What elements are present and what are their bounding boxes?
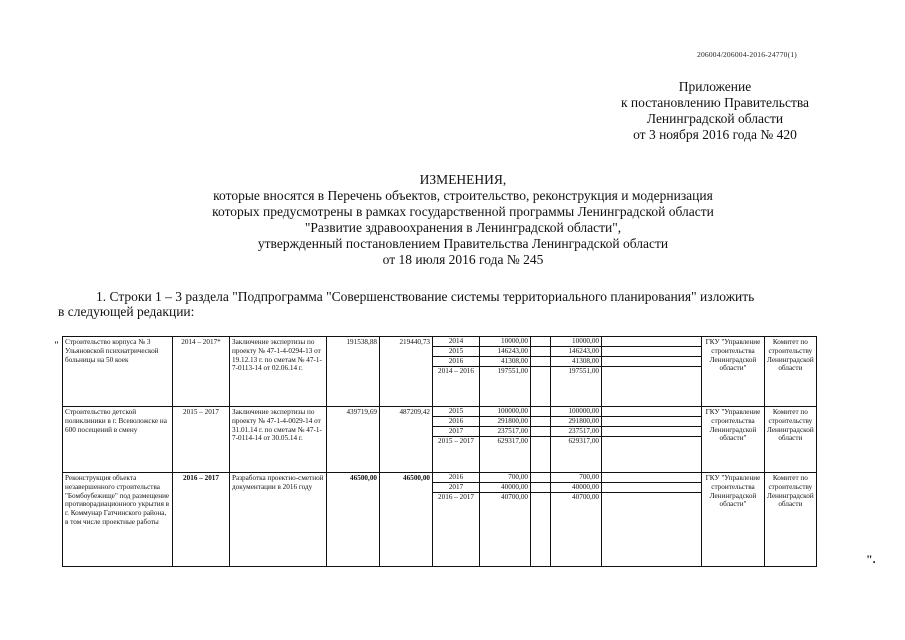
amount: 146243,00 (480, 347, 530, 357)
appendix-line-4: от 3 ноября 2016 года № 420 (633, 127, 797, 142)
amount-total: 40700,00 (501, 493, 528, 501)
table-row (63, 407, 817, 473)
amount: 237517,00 (551, 427, 601, 437)
cost-current: 46500,00 (380, 473, 433, 567)
amounts-cell (480, 407, 531, 473)
period: 2016 – 2017 (173, 473, 230, 567)
amount: 291800,00 (480, 417, 530, 427)
cost-estimate: 46500,00 (327, 473, 380, 567)
object-name: Строительство корпуса № 3 Ульяновской психиатрической больницы на 50 коек (63, 337, 173, 407)
amounts-cell (480, 337, 531, 407)
opening-quote: " (54, 340, 59, 350)
title-line-5: от 18 июля 2016 года № 245 (382, 252, 544, 267)
amount: 10000,00 (480, 337, 530, 347)
object-name: Строительство детской поликлиники в г. Всеволожске на 600 посещений в смену (63, 407, 173, 473)
amounts-cell (480, 473, 531, 567)
year-total: 2014 – 2016 (438, 367, 474, 375)
amount: 146243,00 (551, 347, 601, 357)
committee: Комитет по строительству Ленинградской области (765, 337, 817, 407)
committee: Комитет по строительству Ленинградской области (765, 407, 817, 473)
amount: 40000,00 (551, 483, 601, 493)
amount: 41308,00 (480, 357, 530, 367)
customer: ГКУ "Управление строительства Ленинградской области" (702, 473, 765, 567)
table-row (63, 337, 817, 407)
cost-estimate: 191538,88 (327, 337, 380, 407)
year: 2016 (433, 357, 479, 367)
year: 2017 (433, 427, 479, 437)
years-cell (433, 337, 480, 407)
paragraph-line-2: в следующей редакции: (58, 304, 195, 319)
amount-total: 629317,00 (497, 437, 528, 445)
cost-estimate: 439719,69 (327, 407, 380, 473)
object-name: Реконструкция объекта незавершенного строительства "Бомбоубежище" под размещение противорадиационного укрытия в г. Коммунар Гатчинского района, в том числе проектные работы (63, 473, 173, 567)
year: 2014 (433, 337, 479, 347)
amount-total: 197551,00 (568, 367, 599, 375)
appendix-line-3: Ленинградской области (646, 111, 784, 126)
year-total: 2015 – 2017 (438, 437, 474, 445)
period: 2015 – 2017 (173, 407, 230, 473)
empty-cell (602, 473, 702, 567)
amount: 700,00 (480, 473, 530, 483)
customer: ГКУ "Управление строительства Ленинградской области" (702, 407, 765, 473)
amount: 700,00 (551, 473, 601, 483)
amount: 100000,00 (480, 407, 530, 417)
year-total: 2016 – 2017 (438, 493, 474, 501)
year: 2016 (433, 473, 479, 483)
amounts2-cell (551, 407, 602, 473)
appendix-line-1: Приложение (678, 79, 752, 94)
project-doc: Заключение экспертизы по проекту № 47-1-4-0029-14 от 31.01.14 г. по сметам № 47-1-7-0114-14 от 30.05.14 г. (230, 407, 327, 473)
project-doc: Разработка проектно-сметной документации в 2016 году (230, 473, 327, 567)
empty-cell (531, 473, 551, 567)
year: 2017 (433, 483, 479, 493)
title-line-3: "Развитие здравоохранения в Ленинградской области", (304, 220, 622, 235)
amount: 10000,00 (551, 337, 601, 347)
years-cell (433, 407, 480, 473)
title-line-2: которых предусмотрены в рамках государственной программы Ленинградской области (212, 204, 714, 219)
period: 2014 – 2017* (173, 337, 230, 407)
amount: 41308,00 (551, 357, 601, 367)
document-id: 206004/206004-2016-24770(1) (697, 50, 797, 59)
amount: 237517,00 (480, 427, 530, 437)
title-heading: ИЗМЕНЕНИЯ, (419, 172, 507, 187)
body-paragraph (58, 289, 858, 319)
amount: 100000,00 (551, 407, 601, 417)
paragraph-line-1: 1. Строки 1 – 3 раздела "Подпрограмма "Совершенствование системы территориального планирования" изложить (96, 289, 755, 304)
appendix-line-2: к постановлению Правительства (620, 95, 810, 110)
year: 2015 (433, 407, 479, 417)
amount: 291800,00 (551, 417, 601, 427)
amount-total: 197551,00 (497, 367, 528, 375)
amounts2-cell (551, 337, 602, 407)
objects-table (62, 336, 817, 567)
table-row (63, 473, 817, 567)
customer: ГКУ "Управление строительства Ленинградской области" (702, 337, 765, 407)
amounts2-cell (551, 473, 602, 567)
empty-cell (531, 337, 551, 407)
empty-cell (602, 337, 702, 407)
cost-current: 487209,42 (380, 407, 433, 473)
empty-cell (531, 407, 551, 473)
years-cell (433, 473, 480, 567)
year: 2015 (433, 347, 479, 357)
cost-current: 219440,73 (380, 337, 433, 407)
year: 2016 (433, 417, 479, 427)
empty-cell (602, 407, 702, 473)
appendix-block (600, 79, 830, 143)
amount-total: 40700,00 (572, 493, 599, 501)
amount-total: 629317,00 (568, 437, 599, 445)
document-title (60, 172, 866, 268)
project-doc: Заключение экспертизы по проекту № 47-1-4-0294-13 от 19.12.13 г. по сметам № 47-1-7-0113-14 от 02.06.14 г. (230, 337, 327, 407)
title-line-4: утвержденный постановлением Правительства Ленинградской области (257, 236, 669, 251)
committee: Комитет по строительству Ленинградской области (765, 473, 817, 567)
closing-quote: ". (866, 552, 876, 566)
title-line-1: которые вносятся в Перечень объектов, строительство, реконструкция и модернизация (213, 188, 713, 203)
amount: 40000,00 (480, 483, 530, 493)
